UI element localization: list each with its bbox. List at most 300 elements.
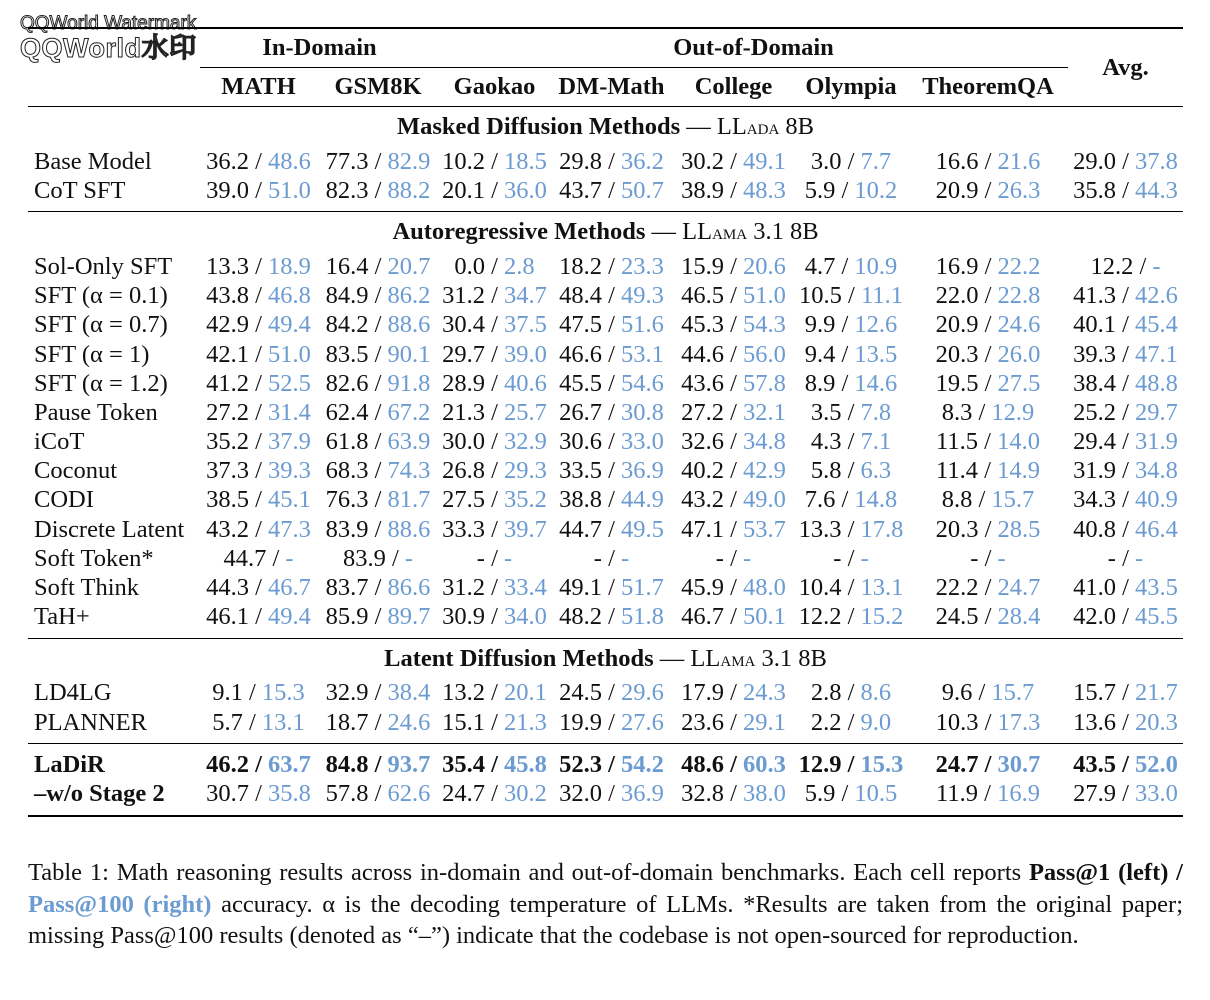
pass100-value: 31.4 — [268, 398, 311, 426]
table-cell: - / - — [970, 544, 1006, 572]
table-cell: 46.7 / 50.1 — [681, 603, 786, 631]
table-cell: 13.6 / 20.3 — [1073, 708, 1178, 736]
pass1-value: 29.0 — [1073, 147, 1116, 175]
table-cell: 62.4 / 67.2 — [325, 398, 431, 426]
table-cell: 15.7 / 21.7 — [1073, 679, 1178, 707]
pass1-value: 33.5 — [559, 457, 602, 485]
pass1-value: 40.8 — [1073, 515, 1116, 543]
pass1-value: 7.6 — [804, 486, 836, 514]
pass1-value: 85.9 — [325, 603, 369, 631]
pass100-value: 37.8 — [1135, 147, 1178, 175]
pass1-value: 43.2 — [681, 486, 724, 514]
pass100-value: 56.0 — [743, 340, 786, 368]
table-cell: 24.5 / 28.4 — [935, 603, 1041, 631]
pass1-value: 47.1 — [681, 515, 724, 543]
pass100-value: 15.3 — [860, 750, 904, 778]
pass100-value: 49.4 — [268, 603, 311, 631]
table-cell: 31.2 / 33.4 — [442, 574, 547, 602]
table-cell: 15.9 / 20.6 — [681, 252, 786, 280]
pass100-value: 43.5 — [1135, 574, 1178, 602]
header-col-dm-math: DM-Math — [558, 73, 665, 100]
pass100-value: 26.3 — [997, 176, 1041, 204]
pass1-value: 11.9 — [936, 779, 979, 807]
pass1-value: 26.8 — [442, 457, 485, 485]
table-cell: 39.3 / 47.1 — [1073, 340, 1178, 368]
row-name: LaDiR — [34, 750, 105, 778]
table-cell: 22.0 / 22.8 — [935, 282, 1041, 310]
pass100-value: 67.2 — [387, 398, 431, 426]
pass1-value: 44.7 — [559, 515, 602, 543]
table-cell: 76.3 / 81.7 — [325, 486, 431, 514]
table-cell: 48.6 / 60.3 — [681, 750, 786, 778]
table-cell: 20.9 / 24.6 — [935, 311, 1041, 339]
table-cell: 83.5 / 90.1 — [325, 340, 431, 368]
table-cell: 43.8 / 46.8 — [206, 282, 311, 310]
pass100-value: 49.3 — [621, 282, 664, 310]
table-row — [28, 398, 1183, 427]
pass1-value: 41.3 — [1073, 282, 1116, 310]
table-cell: 32.9 / 38.4 — [325, 679, 431, 707]
table-cell: 43.5 / 52.0 — [1073, 750, 1178, 778]
pass1-value: 48.2 — [559, 603, 602, 631]
pass1-value: 32.0 — [559, 779, 602, 807]
row-name: PLANNER — [34, 708, 147, 736]
pass1-value: 16.6 — [935, 147, 979, 175]
table-cell: 43.6 / 57.8 — [681, 369, 786, 397]
table-cell: 3.5 / 7.8 — [810, 398, 892, 426]
pass1-value: 34.3 — [1073, 486, 1116, 514]
table-cell: 49.1 / 51.7 — [559, 574, 664, 602]
pass100-value: 33.0 — [1135, 779, 1178, 807]
table-cell: 31.2 / 34.7 — [442, 282, 547, 310]
table-cell: 83.9 / 88.6 — [325, 515, 431, 543]
pass1-value: 24.5 — [559, 679, 602, 707]
table-cell: 10.5 / 11.1 — [799, 282, 903, 310]
pass1-value: 39.3 — [1073, 340, 1116, 368]
table-row — [28, 176, 1183, 205]
pass100-value: 48.0 — [743, 574, 786, 602]
table-cell: 13.2 / 20.1 — [442, 679, 547, 707]
row-name: Sol-Only SFT — [34, 252, 173, 280]
pass100-value: 46.8 — [268, 282, 311, 310]
table-cell: 30.0 / 32.9 — [442, 428, 547, 456]
pass1-value: 13.2 — [442, 679, 485, 707]
pass1-value: 39.0 — [206, 176, 249, 204]
pass100-value: 49.0 — [743, 486, 786, 514]
pass1-value: 16.4 — [325, 252, 369, 280]
pass100-value: - — [504, 544, 513, 572]
pass100-value: 40.6 — [504, 369, 547, 397]
pass1-value: 82.6 — [325, 369, 369, 397]
pass100-value: 10.2 — [854, 176, 898, 204]
pass1-value: 11.4 — [936, 457, 979, 485]
table-cell: 32.8 / 38.0 — [681, 779, 786, 807]
table-cell: 8.8 / 15.7 — [941, 486, 1035, 514]
pass100-value: 20.1 — [504, 679, 547, 707]
pass100-value: 12.6 — [854, 311, 898, 339]
pass100-value: 14.8 — [854, 486, 898, 514]
pass100-value: 54.3 — [743, 311, 786, 339]
pass1-value: 23.6 — [681, 708, 724, 736]
table-cell: 31.9 / 34.8 — [1073, 457, 1178, 485]
table-cell: 44.3 / 46.7 — [206, 574, 311, 602]
table-cell: 43.2 / 47.3 — [206, 515, 311, 543]
pass1-value: 31.2 — [442, 282, 485, 310]
pass100-value: 48.8 — [1135, 369, 1178, 397]
table-cell: 43.7 / 50.7 — [559, 176, 664, 204]
pass1-value: 45.9 — [681, 574, 724, 602]
table-cell: 16.4 / 20.7 — [325, 252, 431, 280]
table-row — [28, 369, 1183, 398]
pass1-value: - — [833, 544, 842, 572]
row-name: LD4LG — [34, 679, 112, 707]
pass100-value: 60.3 — [743, 750, 786, 778]
pass1-value: 38.4 — [1073, 369, 1116, 397]
table-cell: 19.5 / 27.5 — [935, 369, 1041, 397]
row-name: Pause Token — [34, 398, 158, 426]
row-name: Coconut — [34, 457, 118, 485]
table-cell: 12.2 / 15.2 — [798, 603, 904, 631]
header-col-college: College — [694, 73, 773, 100]
pass1-value: 3.5 — [810, 398, 842, 426]
pass100-value: 15.2 — [860, 603, 904, 631]
pass1-value: 46.1 — [206, 603, 249, 631]
pass100-value: 36.0 — [504, 176, 547, 204]
pass1-value: 27.9 — [1073, 779, 1116, 807]
table-cell: 16.6 / 21.6 — [935, 147, 1041, 175]
row-name: CoT SFT — [34, 176, 126, 204]
pass100-value: 18.9 — [268, 252, 311, 280]
pass1-value: 83.7 — [325, 574, 369, 602]
section-header: Latent Diffusion Methods — LLama 3.1 8B — [384, 644, 827, 672]
pass1-value: 3.0 — [810, 147, 842, 175]
table-cell: 61.8 / 63.9 — [325, 428, 431, 456]
pass1-value: 43.2 — [206, 515, 249, 543]
table-row — [28, 779, 1183, 808]
watermark-line-1: QQWorld Watermark — [20, 13, 197, 34]
table-row — [28, 544, 1183, 573]
pass100-value: 53.1 — [621, 340, 664, 368]
table-cell: 9.1 / 15.3 — [212, 679, 305, 707]
pass1-value: 19.5 — [935, 369, 979, 397]
table-cell: 29.8 / 36.2 — [559, 147, 664, 175]
table-cell: 41.3 / 42.6 — [1073, 282, 1178, 310]
table-cell: 38.5 / 45.1 — [206, 486, 311, 514]
table-cell: 36.2 / 48.6 — [206, 147, 311, 175]
pass100-value: 39.0 — [504, 340, 547, 368]
pass100-value: 14.6 — [854, 369, 898, 397]
pass100-value: 32.1 — [743, 398, 786, 426]
table-cell: 9.9 / 12.6 — [804, 311, 898, 339]
table-cell: 40.1 / 45.4 — [1073, 311, 1178, 339]
pass1-value: 5.7 — [212, 708, 243, 736]
header-col-math: MATH — [221, 73, 296, 100]
pass100-value: 15.7 — [991, 486, 1035, 514]
pass1-value: 48.6 — [681, 750, 724, 778]
pass1-value: 29.4 — [1073, 428, 1116, 456]
pass100-value: 51.6 — [621, 311, 664, 339]
pass1-value: 5.8 — [810, 457, 842, 485]
pass1-value: 24.5 — [935, 603, 979, 631]
pass100-value: 51.0 — [743, 282, 786, 310]
pass1-value: 27.5 — [442, 486, 485, 514]
pass1-value: 35.4 — [442, 750, 485, 778]
table-cell: 33.3 / 39.7 — [442, 515, 547, 543]
table-cell: 20.3 / 28.5 — [935, 515, 1041, 543]
row-name: Soft Token* — [34, 544, 154, 572]
pass1-value: 43.6 — [681, 369, 724, 397]
pass100-value: 2.8 — [504, 252, 535, 280]
row-name: SFT (α = 0.7) — [34, 311, 168, 339]
pass100-value: 32.9 — [504, 428, 547, 456]
pass100-value: 26.0 — [997, 340, 1041, 368]
pass1-value: 32.9 — [325, 679, 369, 707]
pass100-value: 54.2 — [621, 750, 664, 778]
section-model: LLama 3.1 8B — [682, 218, 819, 246]
pass100-value: 20.3 — [1135, 708, 1178, 736]
pass1-value: 36.2 — [206, 147, 249, 175]
pass1-value: 43.5 — [1073, 750, 1116, 778]
pass1-value: 62.4 — [325, 398, 369, 426]
pass100-value: 46.4 — [1135, 515, 1178, 543]
pass100-value: 13.1 — [261, 708, 305, 736]
pass1-value: 18.2 — [559, 252, 602, 280]
pass100-value: 48.6 — [268, 147, 311, 175]
pass1-value: 30.6 — [559, 428, 602, 456]
pass100-value: - — [285, 544, 294, 572]
pass100-value: 38.0 — [743, 779, 786, 807]
pass1-value: 41.2 — [206, 369, 249, 397]
pass100-value: 52.0 — [1135, 750, 1178, 778]
table-row — [28, 428, 1183, 457]
row-name: –w/o Stage 2 — [34, 779, 165, 807]
table-cell: 29.7 / 39.0 — [442, 340, 547, 368]
pass1-value: 61.8 — [325, 428, 369, 456]
pass1-value: 18.7 — [325, 708, 369, 736]
pass1-value: 76.3 — [325, 486, 369, 514]
pass100-value: 29.7 — [1135, 398, 1178, 426]
table-cell: 8.3 / 12.9 — [941, 398, 1035, 426]
pass1-value: 9.9 — [804, 311, 836, 339]
pass100-value: 27.6 — [621, 708, 664, 736]
pass100-value: 7.8 — [860, 398, 892, 426]
pass100-value: 16.9 — [997, 779, 1040, 807]
pass1-value: 9.4 — [804, 340, 836, 368]
pass1-value: 15.7 — [1073, 679, 1116, 707]
pass1-value: 38.9 — [681, 176, 724, 204]
table-cell: 48.2 / 51.8 — [559, 603, 664, 631]
pass1-value: 0.0 — [454, 252, 485, 280]
table-cell: 44.7 / - — [223, 544, 294, 572]
pass1-value: 29.7 — [442, 340, 485, 368]
pass1-value: 84.2 — [325, 311, 369, 339]
pass100-value: - — [621, 544, 630, 572]
pass100-value: 42.6 — [1135, 282, 1178, 310]
pass100-value: 89.7 — [387, 603, 431, 631]
table-cell: 5.8 / 6.3 — [810, 457, 892, 485]
table-cell: 2.8 / 8.6 — [810, 679, 892, 707]
table-cell: 42.0 / 45.5 — [1073, 603, 1178, 631]
table-cell: 44.6 / 56.0 — [681, 340, 786, 368]
pass100-value: 86.2 — [387, 282, 431, 310]
table-cell: 33.5 / 36.9 — [559, 457, 664, 485]
pass100-value: 29.1 — [743, 708, 786, 736]
pass100-value: 49.4 — [268, 311, 311, 339]
pass100-value: 49.1 — [743, 147, 786, 175]
pass100-value: 36.9 — [621, 457, 664, 485]
table-cell: 27.2 / 31.4 — [206, 398, 311, 426]
pass100-value: 9.0 — [860, 708, 892, 736]
section-model: LLama 3.1 8B — [690, 644, 827, 672]
pass1-value: 83.9 — [325, 515, 369, 543]
table-cell: 30.9 / 34.0 — [442, 603, 547, 631]
pass1-value: 4.7 — [804, 252, 836, 280]
pass100-value: 88.2 — [387, 176, 431, 204]
pass1-value: - — [593, 544, 602, 572]
pass1-value: 46.6 — [559, 340, 602, 368]
pass1-value: 22.0 — [935, 282, 979, 310]
pass100-value: 27.5 — [997, 369, 1041, 397]
pass100-value: 37.5 — [504, 311, 547, 339]
pass100-value: 28.5 — [997, 515, 1041, 543]
pass1-value: 30.7 — [206, 779, 249, 807]
pass1-value: 83.5 — [325, 340, 369, 368]
pass100-value: 28.4 — [997, 603, 1041, 631]
table-row — [28, 515, 1183, 544]
table-cell: 83.9 / - — [342, 544, 414, 572]
table-cell: 35.2 / 37.9 — [206, 428, 311, 456]
table-cell: 2.2 / 9.0 — [810, 708, 892, 736]
header-col-theoremqa: TheoremQA — [922, 73, 1054, 100]
pass100-value: 29.6 — [621, 679, 664, 707]
pass1-value: 25.2 — [1073, 398, 1116, 426]
table-cell: 84.2 / 88.6 — [325, 311, 431, 339]
watermark-line-2: QQWorld水印 — [20, 33, 197, 63]
pass1-value: 27.2 — [206, 398, 249, 426]
pass100-value: 51.0 — [268, 176, 311, 204]
pass1-value: 12.9 — [798, 750, 842, 778]
table-cell: 41.0 / 43.5 — [1073, 574, 1178, 602]
pass1-value: 24.7 — [935, 750, 979, 778]
table-cell: - / - — [476, 544, 513, 572]
pass1-value: 43.8 — [206, 282, 249, 310]
pass100-value: 24.6 — [387, 708, 431, 736]
table-cell: 20.1 / 36.0 — [442, 176, 547, 204]
table-cell: 8.9 / 14.6 — [804, 369, 898, 397]
pass100-value: 20.7 — [387, 252, 431, 280]
row-name: Base Model — [34, 147, 152, 175]
section-header: Masked Diffusion Methods — LLada 8B — [396, 113, 815, 140]
table-row — [28, 252, 1183, 281]
pass100-value: 35.8 — [268, 779, 311, 807]
table-cell: 43.2 / 49.0 — [681, 486, 786, 514]
pass100-value: 51.8 — [621, 603, 664, 631]
table-cell: 46.6 / 53.1 — [559, 340, 664, 368]
pass1-value: 46.7 — [681, 603, 724, 631]
table-cell: 13.3 / 18.9 — [206, 252, 311, 280]
pass100-value: 35.2 — [504, 486, 547, 514]
pass100-value: 39.3 — [268, 457, 311, 485]
header-in-domain: In-Domain — [200, 29, 439, 68]
pass1-value: 40.2 — [681, 457, 724, 485]
pass100-value: 17.3 — [997, 708, 1041, 736]
pass100-value: 63.7 — [268, 750, 311, 778]
pass100-value: 45.4 — [1135, 311, 1178, 339]
pass1-value: 13.3 — [798, 515, 842, 543]
pass1-value: 40.1 — [1073, 311, 1116, 339]
row-name: Discrete Latent — [34, 515, 185, 543]
pass100-value: - — [860, 544, 869, 572]
pass100-value: 45.8 — [504, 750, 547, 778]
pass100-value: - — [1152, 252, 1161, 280]
pass100-value: 42.9 — [743, 457, 786, 485]
pass100-value: 24.3 — [743, 679, 786, 707]
pass1-value: 20.3 — [935, 515, 979, 543]
pass100-value: 82.9 — [387, 147, 431, 175]
header-group-row — [28, 29, 1183, 68]
pass100-value: 88.6 — [387, 311, 431, 339]
pass100-value: 33.4 — [504, 574, 547, 602]
pass1-value: 44.7 — [223, 544, 267, 572]
pass100-value: 36.2 — [621, 147, 664, 175]
table-cell: 10.4 / 13.1 — [798, 574, 904, 602]
table-row — [28, 340, 1183, 369]
header-col-gsm8k: GSM8K — [334, 73, 422, 100]
pass100-value: 10.5 — [854, 779, 898, 807]
table-cell: 42.1 / 51.0 — [206, 340, 311, 368]
header-column-row — [28, 68, 1183, 107]
table-cell: 24.5 / 29.6 — [559, 679, 664, 707]
table-cell: 82.6 / 91.8 — [325, 369, 431, 397]
pass1-value: 2.8 — [810, 679, 842, 707]
pass1-value: 46.2 — [206, 750, 249, 778]
pass100-value: 51.7 — [621, 574, 664, 602]
table-cell: 45.5 / 54.6 — [559, 369, 664, 397]
pass100-value: 34.8 — [1135, 457, 1178, 485]
pass1-value: 42.0 — [1073, 603, 1116, 631]
pass100-value: 34.8 — [743, 428, 786, 456]
row-name: iCoT — [34, 428, 85, 456]
section-title: Autoregressive Methods — [392, 218, 646, 246]
table-cell: 44.7 / 49.5 — [559, 515, 664, 543]
pass100-value: 54.6 — [621, 369, 664, 397]
pass1-value: 24.7 — [442, 779, 485, 807]
table-cell: 10.3 / 17.3 — [935, 708, 1041, 736]
table-cell: 48.4 / 49.3 — [559, 282, 664, 310]
pass100-value: 88.6 — [387, 515, 431, 543]
pass100-value: 30.8 — [621, 398, 664, 426]
row-name: SFT (α = 0.1) — [34, 282, 168, 310]
table-cell: 84.8 / 93.7 — [325, 750, 431, 778]
section-title: Latent Diffusion Methods — [384, 644, 654, 672]
pass1-value: 8.3 — [941, 398, 973, 426]
table-cell: 4.7 / 10.9 — [804, 252, 898, 280]
pass1-value: 45.3 — [681, 311, 724, 339]
pass1-value: 57.8 — [325, 779, 369, 807]
pass100-value: 44.3 — [1135, 176, 1178, 204]
table-cell: 30.6 / 33.0 — [559, 428, 664, 456]
pass100-value: 15.3 — [261, 679, 305, 707]
pass100-value: 7.7 — [860, 147, 892, 175]
results-table — [28, 27, 1183, 817]
pass100-value: - — [1135, 544, 1144, 572]
table-row — [28, 573, 1183, 602]
pass1-value: 8.8 — [941, 486, 973, 514]
table-cell: 38.9 / 48.3 — [681, 176, 786, 204]
caption-prefix: Table 1: Math reasoning results across in-domain and out-of-domain benchmarks. Each cell reports — [28, 859, 1029, 886]
pass100-value: - — [404, 544, 414, 572]
table-cell: 34.3 / 40.9 — [1073, 486, 1178, 514]
